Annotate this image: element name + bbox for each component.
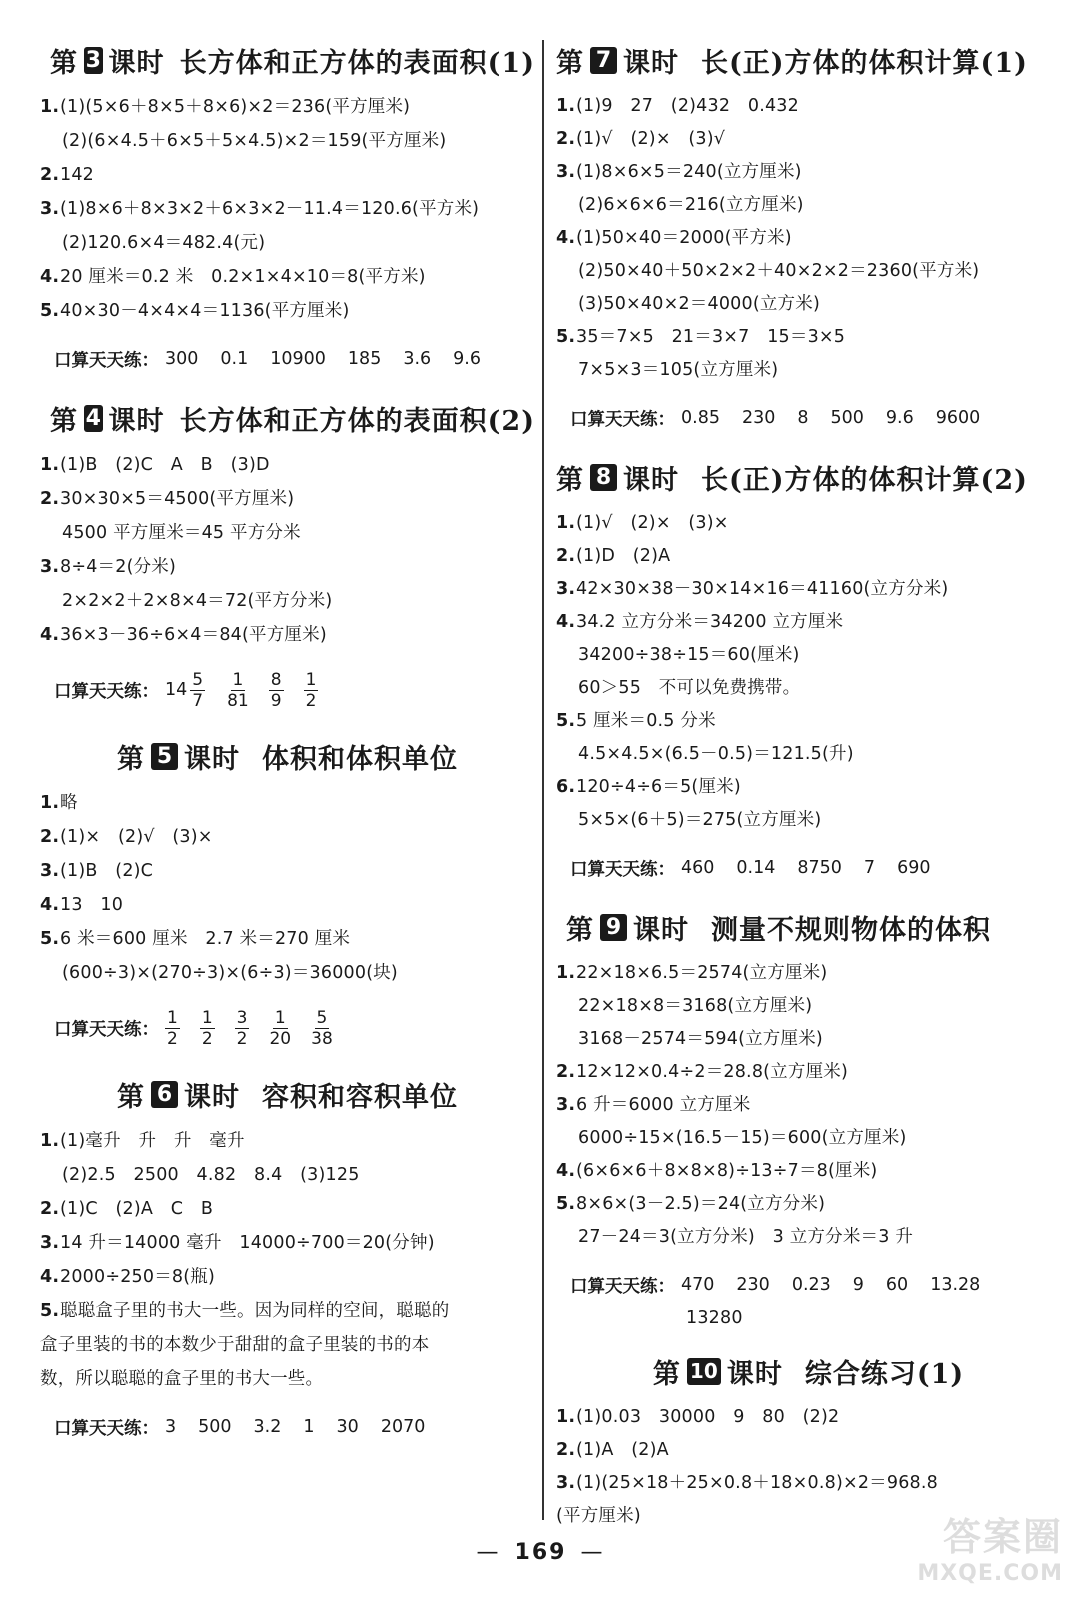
lesson-suffix: 课时 <box>726 1358 783 1390</box>
item-index: 5. <box>556 1194 576 1214</box>
item-index: 1. <box>556 963 576 983</box>
mental-math-label: 口算天天练： <box>570 409 675 430</box>
item-index: 1. <box>40 1131 60 1151</box>
answer-text: 60＞55 不可以免费携带。 <box>578 678 801 698</box>
item-index: 1. <box>556 513 576 533</box>
lesson-number-badge: 6 <box>151 1081 178 1108</box>
mental-math-answer: 1 <box>303 1417 315 1437</box>
answer-text: 2×2×2＋2×8×4＝72(平方分米) <box>62 591 333 611</box>
item-index: 4. <box>556 228 576 248</box>
item-index: 2. <box>40 165 60 185</box>
mental-math-answer: 7 <box>863 858 876 878</box>
answer-text: 3168－2574＝594(立方厘米) <box>578 1029 823 1049</box>
mental-math-row <box>570 851 1061 885</box>
lesson-6 <box>40 1072 535 1444</box>
answer-text: 2000÷250＝8(瓶) <box>60 1267 215 1287</box>
lesson-7 <box>556 38 1061 435</box>
answer-text: (2)6×6×6＝216(立方厘米) <box>578 195 804 215</box>
item-index: 1. <box>40 97 60 117</box>
answer-text: 14 升＝14000 毫升 14000÷700＝20(分钟) <box>60 1233 435 1253</box>
lesson-name: 长方体和正方体的表面积(1) <box>179 47 535 79</box>
lesson-suffix: 课时 <box>108 405 165 437</box>
fraction <box>235 1008 250 1049</box>
item-index: 3. <box>40 861 60 881</box>
answer-text: 34.2 立方分米＝34200 立方厘米 <box>576 612 844 632</box>
answer-text: 40×30－4×4×4＝1136(平方厘米) <box>60 301 350 321</box>
answer-text: 34200÷38÷15＝60(厘米) <box>578 645 800 665</box>
item-index: 3. <box>556 162 576 182</box>
mental-math-answer: 0.14 <box>736 858 776 878</box>
lesson-name: 综合练习(1) <box>804 1358 965 1390</box>
lesson-title <box>40 38 535 82</box>
answer-text: (1)毫升 升 升 毫升 <box>60 1131 245 1151</box>
lesson-number-badge: 8 <box>590 464 617 491</box>
item-index: 4. <box>556 612 576 632</box>
answer-text: 22×18×8＝3168(立方厘米) <box>578 996 813 1016</box>
item-index: 2. <box>556 1440 576 1460</box>
mental-math-label: 口算天天练： <box>54 1418 159 1439</box>
page-number-value: 169 <box>514 1540 567 1565</box>
mental-math-answer: 13.28 <box>930 1275 981 1295</box>
lesson-prefix: 第 <box>556 464 584 496</box>
answer-text: (2)50×40＋50×2×2＋40×2×2＝2360(平方米) <box>578 261 980 281</box>
item-index: 2. <box>40 1199 60 1219</box>
fraction <box>269 1008 291 1049</box>
answer-text: (1)50×40＝2000(平方米) <box>576 228 792 248</box>
denominator: 20 <box>269 1028 292 1049</box>
answer-text: 4.5×4.5×(6.5－0.5)＝121.5(升) <box>578 744 854 764</box>
mental-math-answer: 9600 <box>935 408 981 428</box>
lesson-suffix: 课时 <box>633 914 689 946</box>
mental-math-answer: 500 <box>198 1417 232 1437</box>
lesson-3 <box>40 38 535 376</box>
mental-math-row <box>570 401 1061 435</box>
denominator: 9 <box>270 690 282 711</box>
item-index: 5. <box>40 1301 60 1321</box>
mental-math-answer: 3.2 <box>253 1417 282 1437</box>
mental-math-answer: 0.23 <box>791 1275 831 1295</box>
lesson-prefix: 第 <box>566 914 594 946</box>
item-index: 5. <box>556 327 576 347</box>
lesson-title <box>40 734 535 778</box>
lesson-suffix: 课时 <box>184 1081 240 1113</box>
answer-text: 8÷4＝2(分米) <box>60 557 177 577</box>
answer-text: 20 厘米＝0.2 米 0.2×1×4×10＝8(平方米) <box>60 267 426 287</box>
watermark-top-text: 答案圈 <box>942 1514 1063 1559</box>
numerator: 1 <box>232 669 244 690</box>
answer-text: (1)B (2)C A B (3)D <box>60 455 270 475</box>
numerator: 1 <box>274 1007 286 1028</box>
item-index: 4. <box>556 1161 576 1181</box>
answer-text: 略 <box>60 793 78 813</box>
answer-text: 6 升＝6000 立方厘米 <box>576 1095 751 1115</box>
lesson-prefix: 第 <box>50 405 78 437</box>
lesson-suffix: 课时 <box>108 47 165 79</box>
lesson-suffix: 课时 <box>623 47 679 79</box>
answer-text: 聪聪盒子里的书大一些。因为同样的空间，聪聪的 <box>60 1301 450 1321</box>
item-index: 1. <box>556 96 576 116</box>
mental-math-answer: 9 <box>852 1275 864 1295</box>
lesson-number-badge: 4 <box>85 405 101 431</box>
mental-math-answer: 2070 <box>380 1417 426 1437</box>
lesson-prefix: 第 <box>117 743 145 775</box>
item-index: 4. <box>40 625 60 645</box>
mental-math-row <box>54 342 535 376</box>
lesson-prefix: 第 <box>50 47 78 79</box>
mental-math-label: 口算天天练： <box>570 1276 675 1297</box>
item-index: 5. <box>556 711 576 731</box>
denominator: 2 <box>167 1028 178 1049</box>
mental-math-row <box>570 1268 1061 1302</box>
answer-text: 35＝7×5 21＝3×7 15＝3×5 <box>576 327 846 347</box>
mental-math-answer: 460 <box>681 858 715 878</box>
item-index: 1. <box>556 1407 576 1427</box>
mental-math-row <box>54 666 535 714</box>
lesson-name: 体积和体积单位 <box>262 743 458 775</box>
mental-math-answer: 9.6 <box>453 349 482 369</box>
left-column <box>40 38 535 1464</box>
lesson-title <box>556 905 1061 949</box>
watermark-logo <box>913 1506 1063 1586</box>
answer-text: (1)√ (2)× (3)× <box>576 513 729 533</box>
lesson-prefix: 第 <box>556 47 584 79</box>
numerator: 1 <box>167 1007 178 1028</box>
fraction <box>269 670 284 711</box>
fraction <box>165 1008 180 1049</box>
answer-text: 142 <box>60 165 95 185</box>
page-dash: — <box>580 1540 605 1565</box>
item-index: 3. <box>556 579 576 599</box>
answer-text: 6000÷15×(16.5－15)＝600(立方厘米) <box>578 1128 907 1148</box>
mental-math-answer: 500 <box>830 408 864 428</box>
answer-text: (1)√ (2)× (3)√ <box>576 129 726 149</box>
answer-text: 42×30×38－30×14×16＝41160(立方分米) <box>576 579 949 599</box>
answer-text: (1)8×6×5＝240(立方厘米) <box>576 162 802 182</box>
item-index: 2. <box>556 129 576 149</box>
answer-text: (3)50×40×2＝4000(立方米) <box>578 294 820 314</box>
mental-math-answer: 470 <box>681 1275 715 1295</box>
item-index: 2. <box>556 1062 576 1082</box>
answer-text: (平方厘米) <box>556 1506 641 1526</box>
answer-text: 5 厘米＝0.5 分米 <box>576 711 716 731</box>
lesson-title <box>556 1349 1061 1393</box>
watermark-bottom-text: MXQE.COM <box>917 1561 1063 1586</box>
mental-math-answer: 60 <box>885 1275 909 1295</box>
lesson-suffix: 课时 <box>623 464 679 496</box>
item-index: 3. <box>40 1233 60 1253</box>
item-index: 4. <box>40 1267 60 1287</box>
answer-text: (1)(5×6＋8×5＋8×6)×2＝236(平方厘米) <box>60 97 411 117</box>
item-index: 2. <box>40 489 60 509</box>
numerator: 8 <box>270 669 282 690</box>
lesson-title <box>40 396 535 440</box>
lesson-name: 容积和容积单位 <box>262 1081 458 1113</box>
answer-text: 盒子里装的书的本数少于甜甜的盒子里装的书的本 <box>40 1335 430 1355</box>
item-index: 6. <box>556 777 576 797</box>
lesson-prefix: 第 <box>652 1358 681 1390</box>
numerator: 5 <box>316 1007 328 1028</box>
mental-math-label: 口算天天练： <box>570 859 675 880</box>
mental-math-row <box>54 1410 535 1444</box>
mental-math-answer: 30 <box>336 1417 359 1437</box>
lesson-title <box>556 455 1061 499</box>
fraction <box>227 670 249 711</box>
mental-math-answer: 230 <box>736 1275 770 1295</box>
denominator: 7 <box>192 690 204 711</box>
lesson-title <box>40 1072 535 1116</box>
item-index: 3. <box>556 1473 576 1493</box>
right-column <box>556 38 1061 1533</box>
mental-math-answer: 230 <box>741 408 776 428</box>
answer-text: (600÷3)×(270÷3)×(6÷3)＝36000(块) <box>62 963 398 983</box>
answer-text: (1)0.03 30000 9 80 (2)2 <box>576 1407 840 1427</box>
answer-text: (1)A (2)A <box>576 1440 669 1460</box>
denominator: 81 <box>227 690 249 711</box>
item-index: 2. <box>40 827 60 847</box>
mixed-number <box>165 670 205 711</box>
answer-text: 5×5×(6＋5)＝275(立方厘米) <box>578 810 822 830</box>
item-index: 3. <box>556 1095 576 1115</box>
mental-math-answer: 0.85 <box>681 408 720 428</box>
lesson-name: 长(正)方体的体积计算(2) <box>701 464 1028 496</box>
answer-text: 12×12×0.4÷2＝28.8(立方厘米) <box>576 1062 849 1082</box>
answer-text: 27－24＝3(立方分米) 3 立方分米＝3 升 <box>578 1227 914 1247</box>
lesson-number-badge: 9 <box>600 914 627 941</box>
page-dash: — <box>476 1540 501 1565</box>
lesson-title <box>556 38 1061 82</box>
answer-text: (1)(25×18＋25×0.8＋18×0.8)×2＝968.8 <box>576 1473 938 1493</box>
lesson-9 <box>556 905 1061 1335</box>
answer-text: 6 米＝600 厘米 2.7 米＝270 厘米 <box>60 929 351 949</box>
mental-math-answer: 690 <box>897 858 931 878</box>
mental-math-answer: 10900 <box>270 349 326 369</box>
fraction <box>200 1008 215 1049</box>
denominator: 38 <box>311 1028 333 1049</box>
lesson-prefix: 第 <box>117 1081 145 1113</box>
lesson-number-badge: 10 <box>687 1358 721 1385</box>
fraction <box>190 670 205 711</box>
lesson-number-badge: 7 <box>590 47 617 74</box>
denominator: 2 <box>201 1028 213 1049</box>
answer-text: 4500 平方厘米＝45 平方分米 <box>62 523 301 543</box>
answer-text: 36×3－36÷6×4＝84(平方厘米) <box>60 625 327 645</box>
item-index: 3. <box>40 557 60 577</box>
answer-text: 30×30×5＝4500(平方厘米) <box>60 489 295 509</box>
mental-math-answer: 13280 <box>686 1308 743 1328</box>
item-index: 4. <box>40 895 60 915</box>
lesson-5 <box>40 734 535 1052</box>
mental-math-answer: 0.1 <box>220 349 249 369</box>
lesson-name: 长方体和正方体的表面积(2) <box>179 405 535 437</box>
lesson-4 <box>40 396 535 714</box>
mental-math-answer: 8 <box>797 408 809 428</box>
answer-text: (1)B (2)C <box>60 861 154 881</box>
mental-math-answer: 300 <box>165 349 199 369</box>
mental-math-row <box>54 1004 535 1052</box>
mental-math-label: 口算天天练： <box>54 681 159 702</box>
column-divider <box>542 40 544 1520</box>
denominator: 2 <box>305 690 317 711</box>
answer-text: (1)9 27 (2)432 0.432 <box>576 96 799 116</box>
answer-text: 13 10 <box>60 895 124 915</box>
lesson-8 <box>556 455 1061 885</box>
fraction <box>304 670 319 711</box>
mental-math-answer: 3.6 <box>403 349 432 369</box>
answer-text: (1)8×6＋8×3×2＋6×3×2－11.4＝120.6(平方米) <box>60 199 480 219</box>
mental-math-answer: 3 <box>165 1417 177 1437</box>
answer-text: (1)× (2)√ (3)× <box>60 827 213 847</box>
mental-math-answer: 8750 <box>797 858 842 878</box>
item-index: 1. <box>40 455 60 475</box>
mental-math-answer: 9.6 <box>885 408 914 428</box>
answer-text: 8×6×(3－2.5)＝24(立方分米) <box>576 1194 826 1214</box>
mixed-whole: 14 <box>165 680 188 700</box>
answer-text: 120÷4÷6＝5(厘米) <box>576 777 741 797</box>
lesson-number-badge: 3 <box>85 47 101 73</box>
answer-text: (2)120.6×4＝482.4(元) <box>62 233 266 253</box>
numerator: 5 <box>192 669 204 690</box>
item-index: 4. <box>40 267 60 287</box>
fraction <box>311 1008 333 1049</box>
lesson-suffix: 课时 <box>184 743 240 775</box>
item-index: 5. <box>40 301 60 321</box>
answer-text: (2)2.5 2500 4.82 8.4 (3)125 <box>62 1165 360 1185</box>
lesson-name: 长(正)方体的体积计算(1) <box>701 47 1028 79</box>
lesson-number-badge: 5 <box>151 743 178 770</box>
lesson-name: 测量不规则物体的体积 <box>711 914 991 946</box>
mental-math-answer: 185 <box>347 349 382 369</box>
numerator: 1 <box>201 1007 213 1028</box>
item-index: 3. <box>40 199 60 219</box>
answer-text: (2)(6×4.5＋6×5＋5×4.5)×2＝159(平方厘米) <box>62 131 447 151</box>
numerator: 1 <box>305 669 317 690</box>
item-index: 5. <box>40 929 60 949</box>
answer-text: 7×5×3＝105(立方厘米) <box>578 360 779 380</box>
mental-math-label: 口算天天练： <box>54 1019 159 1040</box>
mental-math-label: 口算天天练： <box>54 350 159 371</box>
answer-text: 22×18×6.5＝2574(立方厘米) <box>576 963 828 983</box>
item-index: 1. <box>40 793 60 813</box>
item-index: 2. <box>556 546 576 566</box>
answer-text: 数，所以聪聪的盒子里的书大一些。 <box>40 1369 324 1389</box>
answer-text: (1)D (2)A <box>576 546 671 566</box>
answer-text: (1)C (2)A C B <box>60 1199 214 1219</box>
numerator: 3 <box>236 1007 248 1028</box>
denominator: 2 <box>236 1028 248 1049</box>
answer-text: (6×6×6＋8×8×8)÷13÷7＝8(厘米) <box>576 1161 878 1181</box>
